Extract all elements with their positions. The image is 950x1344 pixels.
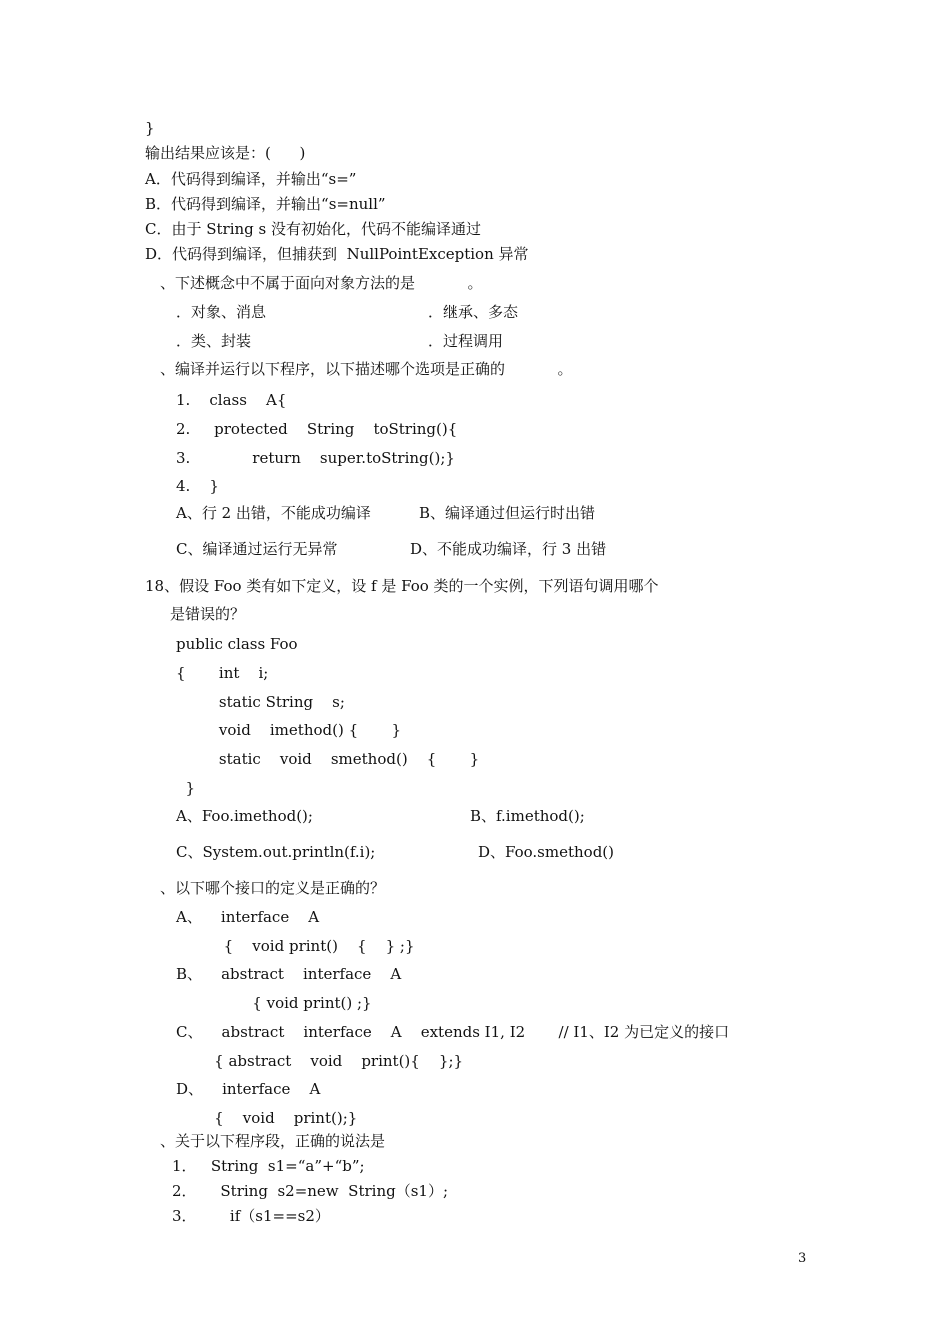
q18-code-line: { int i; bbox=[176, 664, 269, 682]
compile-question-stem: 、编译并运行以下程序，以下描述哪个选项是正确的 。 bbox=[160, 360, 573, 378]
interface-question-stem: 、以下哪个接口的定义是正确的？ bbox=[160, 879, 386, 897]
q18-stem-line2: 是错误的？ bbox=[170, 605, 246, 623]
oop-question-stem: 、下述概念中不属于面向对象方法的是 。 bbox=[160, 274, 483, 292]
interface-option-line: { void print() ;} bbox=[176, 994, 372, 1012]
q18-option-c: C、System.out.println(f.i); bbox=[176, 843, 376, 861]
q18-code-line: public class Foo bbox=[176, 635, 298, 653]
compile-option-d: D、不能成功编译，行 3 出错 bbox=[410, 540, 607, 558]
page-number: 3 bbox=[798, 1251, 807, 1266]
string-question-stem: 、关于以下程序段，正确的说法是 bbox=[160, 1132, 386, 1150]
prev-option-b: B．代码得到编译，并输出“s=null” bbox=[145, 195, 386, 213]
prev-option-c: C．由于 String s 没有初始化，代码不能编译通过 bbox=[145, 220, 482, 238]
compile-option-c: C、编译通过运行无异常 bbox=[176, 540, 338, 558]
q18-option-d: D、Foo.smethod() bbox=[478, 843, 615, 861]
interface-option-line: B、 abstract interface A bbox=[176, 965, 402, 983]
q18-code-line: void imethod() { } bbox=[176, 721, 402, 739]
prev-option-d: D．代码得到编译，但捕获到 NullPointException 异常 bbox=[145, 245, 529, 263]
oop-option-d: ．过程调用 bbox=[428, 332, 504, 350]
string-code-line: 2． String s2=new String（s1）; bbox=[172, 1182, 449, 1200]
interface-option-line: A、 interface A bbox=[176, 908, 320, 926]
q18-option-b: B、f.imethod(); bbox=[470, 807, 585, 825]
prev-option-a: A．代码得到编译，并输出“s=” bbox=[145, 170, 357, 188]
compile-code-line: 4. } bbox=[176, 477, 219, 495]
q18-code-line: static void smethod() { } bbox=[176, 750, 480, 768]
q18-code-line: static String s; bbox=[176, 693, 345, 711]
oop-option-a: ．对象、消息 bbox=[176, 303, 267, 321]
compile-code-line: 3. return super.toString();} bbox=[176, 449, 455, 467]
interface-option-line: { void print();} bbox=[176, 1109, 358, 1127]
compile-code-line: 1. class A{ bbox=[176, 391, 287, 409]
string-code-line: 3． if（s1==s2） bbox=[172, 1207, 330, 1225]
compile-option-a: A、行 2 出错，不能成功编译 bbox=[176, 504, 371, 522]
output-prompt: 输出结果应该是：( ) bbox=[145, 144, 306, 162]
interface-option-line: { void print() { } ;} bbox=[176, 937, 415, 955]
q18-stem-line1: 18、假设 Foo 类有如下定义，设 f 是 Foo 类的一个实例，下列语句调用哪个 bbox=[145, 577, 659, 595]
compile-code-line: 2. protected String toString(){ bbox=[176, 420, 458, 438]
closing-brace: } bbox=[145, 119, 155, 137]
interface-option-line: { abstract void print(){ };} bbox=[176, 1052, 464, 1070]
interface-option-line: D、 interface A bbox=[176, 1080, 321, 1098]
interface-option-line: C、 abstract interface A extends I1, I2 // I1、I2 为已定义的接口 bbox=[176, 1023, 730, 1041]
string-code-line: 1． String s1=“a”+“b”; bbox=[172, 1157, 365, 1175]
q18-code-line: } bbox=[176, 779, 196, 797]
compile-option-b: B、编译通过但运行时出错 bbox=[419, 504, 596, 522]
oop-option-c: ．类、封装 bbox=[176, 332, 252, 350]
q18-option-a: A、Foo.imethod(); bbox=[176, 807, 313, 825]
oop-option-b: ．继承、多态 bbox=[428, 303, 519, 321]
